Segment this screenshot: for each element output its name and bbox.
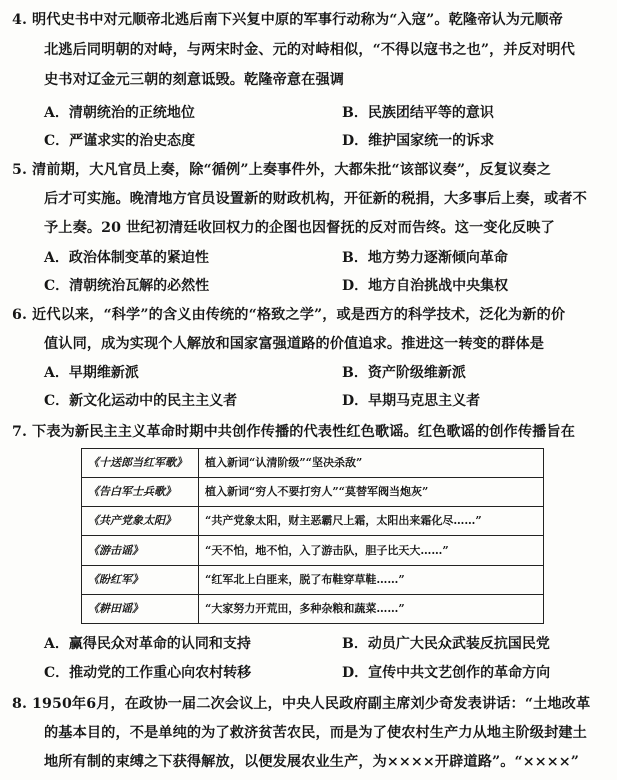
q7-option-a[interactable]: A．赢得民众对革命的认同和支持: [44, 636, 251, 652]
red-songs-table: [81, 448, 544, 624]
q6-stem-line-2: 值认同，成为实现个人解放和国家富强道路的价值追求。推进这一转变的群体是: [44, 336, 545, 352]
q6-option-c[interactable]: C．新文化运动中的民主主义者: [44, 393, 238, 409]
song-title-cell: 《共产党象太阳》: [82, 507, 199, 536]
q4-option-d[interactable]: D．维护国家统一的诉求: [342, 133, 495, 149]
song-content-cell: “大家努力开荒田，多种杂粮和蔬菜……”: [199, 594, 544, 623]
q7-stem-line-1: 7. 下表为新民主主义革命时期中共创作传播的代表性红色歌谣。红色歌谣的创作传播旨在: [12, 424, 575, 440]
q4-stem-line-1: 4. 明代史书中对元顺帝北逃后南下兴复中原的军事行动称为“入寇”。乾隆帝认为元顺帝: [12, 12, 563, 28]
table-row: [82, 478, 544, 507]
song-title-cell: 《游击谣》: [82, 536, 199, 565]
q5-option-a[interactable]: A．政治体制变革的紧迫性: [44, 250, 209, 266]
q5-stem-line-3: 予上奏。20 世纪初清廷收回权力的企图也因督抚的反对而告终。这一变化反映了: [44, 220, 555, 236]
song-content-cell: “天不怕，地不怕，入了游击队，胆子比天大……”: [199, 536, 544, 565]
table-row: [82, 565, 544, 594]
q5-stem-line-2: 后才可实施。晚清地方官员设置新的财政机构，开征新的税捐，大多事后上奏，或者不: [44, 191, 587, 207]
q4-option-a[interactable]: A．清朝统治的正统地位: [44, 105, 195, 121]
q6-option-a[interactable]: A．早期维新派: [44, 365, 139, 381]
q7-option-c[interactable]: C．推动党的工作重心向农村转移: [44, 665, 252, 681]
q4-option-b[interactable]: B．民族团结平等的意识: [342, 105, 494, 121]
q5-stem-line-1: 5. 清前期，大凡官员上奏，除“循例”上奏事件外，大都朱批“该部议奏”，反复议奏之: [12, 162, 551, 178]
song-title-cell: 《盼红军》: [82, 565, 199, 594]
q4-stem-line-3: 史书对辽金元三朝的刻意诋毁。乾隆帝意在强调: [44, 72, 345, 88]
q4-option-c[interactable]: C．严谨求实的治史态度: [44, 133, 196, 149]
q7-option-b[interactable]: B．动员广大民众武装反抗国民党: [342, 636, 550, 652]
song-title-cell: 《告白军士兵歌》: [82, 478, 199, 507]
red-songs-table-body: [82, 449, 544, 624]
q4-stem-line-2: 北逃后同明朝的对峙，与两宋时金、元的对峙相似，“不得以寇书之也”，并反对明代: [44, 42, 575, 58]
q8-stem-line-3: 地所有制的束缚之下获得解放，以便发展农业生产，为××××开辟道路”。“××××”: [44, 754, 580, 770]
table-row: [82, 507, 544, 536]
song-content-cell: 植入新词“穷人不要打穷人”“莫替军阀当炮灰”: [199, 478, 544, 507]
q8-stem-line-1: 8. 1950年6月，在政协一届二次会议上，中央人民政府副主席刘少奇发表讲话：“土地改革: [12, 696, 591, 712]
q6-option-d[interactable]: D．早期马克思主义者: [342, 393, 481, 409]
q7-option-d[interactable]: D．宣传中共文艺创作的革命方向: [342, 665, 551, 681]
q5-option-c[interactable]: C．清朝统治瓦解的必然性: [44, 278, 210, 294]
q6-stem-line-1: 6. 近代以来，“科学”的含义由传统的“格致之学”，或是西方的科学技术，泛化为新的价: [12, 307, 566, 323]
song-title-cell: 《十送郎当红军歌》: [82, 449, 199, 478]
song-title-cell: 《耕田谣》: [82, 594, 199, 623]
q8-stem-line-2: 的基本目的，不是单纯的为了救济贫苦农民，而是为了使农村生产力从地主阶级封建土: [44, 725, 587, 741]
q5-option-d[interactable]: D．地方自治挑战中央集权: [342, 278, 509, 294]
table-row: [82, 536, 544, 565]
song-content-cell: 植入新词“认清阶级”“坚决杀敌”: [199, 449, 544, 478]
song-content-cell: “红军北上白匪来，脱了布鞋穿草鞋……”: [199, 565, 544, 594]
q5-option-b[interactable]: B．地方势力逐渐倾向革命: [342, 250, 508, 266]
song-content-cell: “共产党象太阳，财主恶霸尺上霜，太阳出来霜化尽……”: [199, 507, 544, 536]
q6-option-b[interactable]: B．资产阶级维新派: [342, 365, 466, 381]
table-row: [82, 594, 544, 623]
table-row: [82, 449, 544, 478]
